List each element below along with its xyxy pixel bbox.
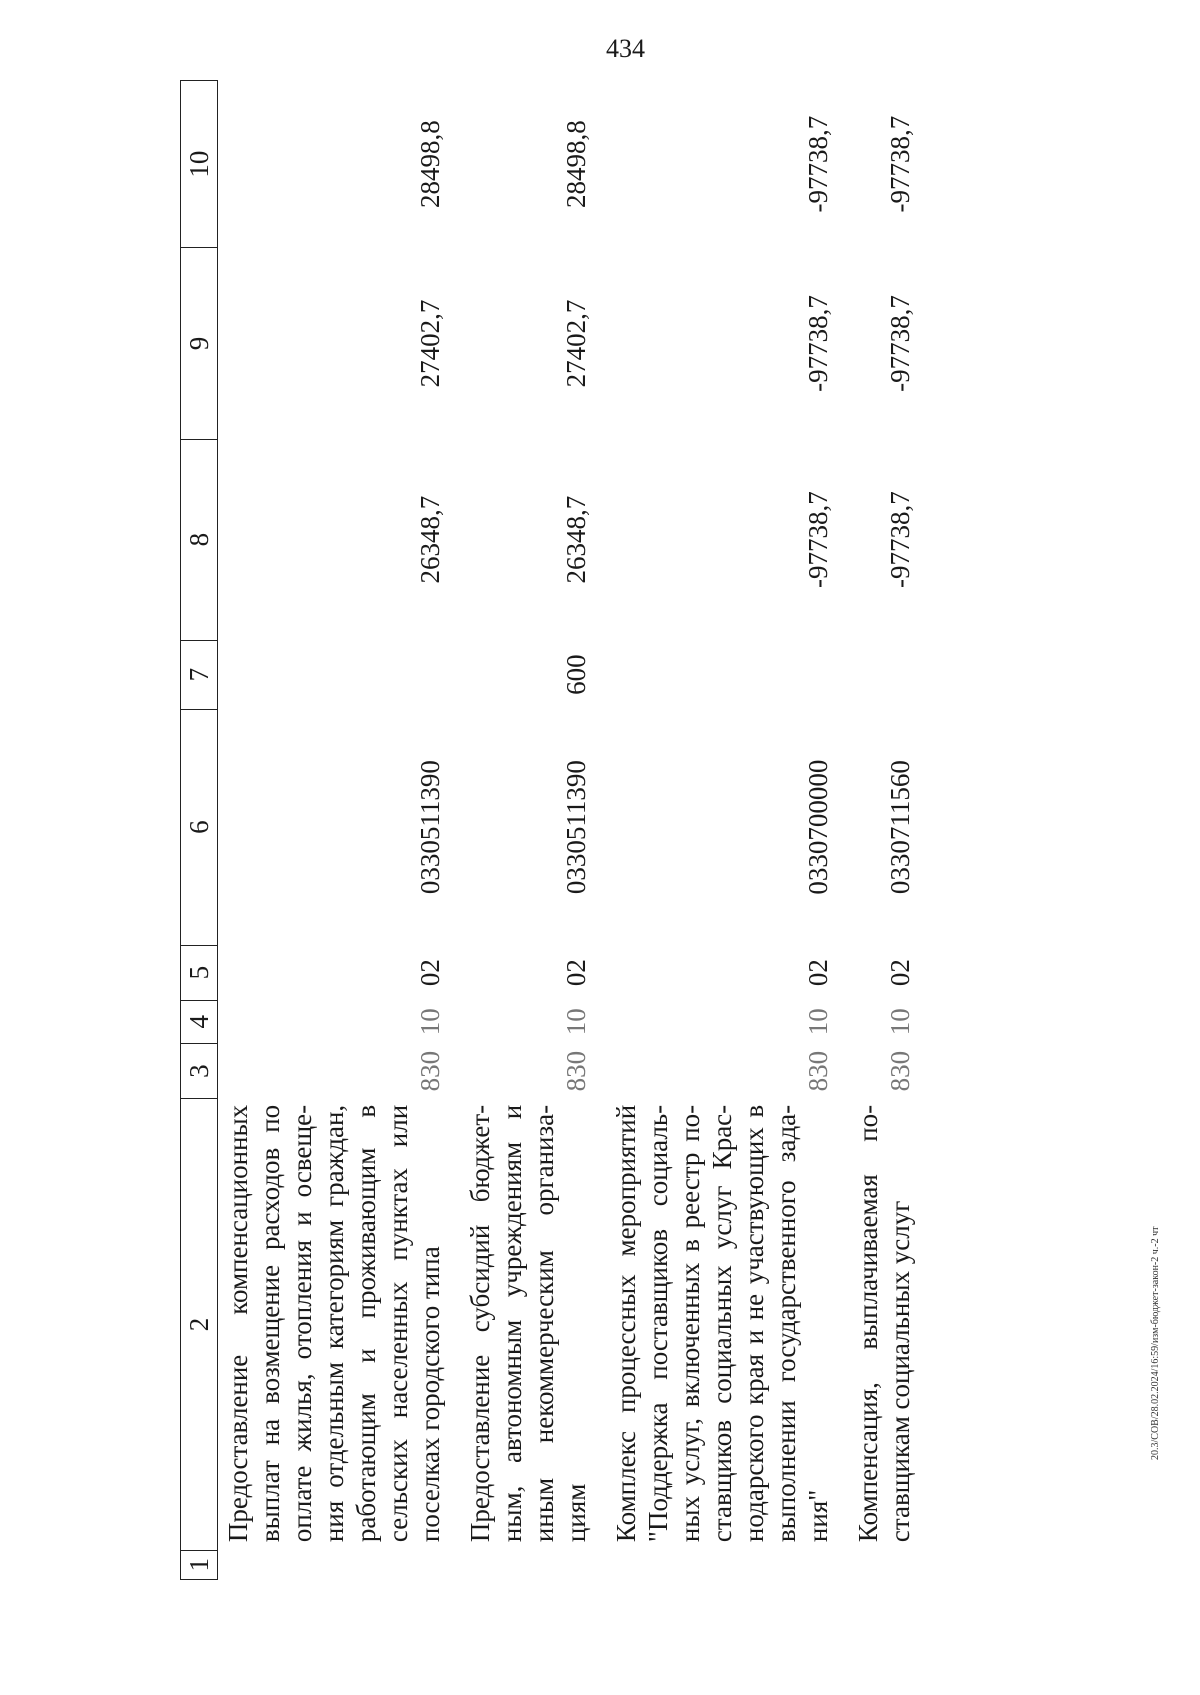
column-header: 1 xyxy=(181,1550,218,1579)
column-header: 7 xyxy=(181,640,218,709)
column-header: 4 xyxy=(181,1000,218,1043)
amount-cell: 27402,7 xyxy=(561,299,591,388)
table-row xyxy=(610,81,852,1580)
target-article-cell: 0330700000 xyxy=(803,759,833,895)
column-header: 10 xyxy=(181,81,218,248)
column-header: 5 xyxy=(181,945,218,1000)
amount-cell: 28498,8 xyxy=(415,120,445,209)
department-code-cell: 830 xyxy=(415,1050,445,1092)
table-row xyxy=(852,81,934,1580)
row-number-cell xyxy=(464,1550,610,1579)
description-cell: Комплекс процессных мероприятий "Поддержка поставщиков социаль-ных услуг, включенных в реестр по-ставщиков социальных услуг Крас-нодарского края и не участвующих в выполнении государственного зада-ния" xyxy=(611,1104,833,1543)
footer-stamp: 20.3/СОВ/28.02.2024/16:59/изм-бюджет-закон-2 ч.-2 чт xyxy=(1150,1226,1161,1460)
department-code-cell: 830 xyxy=(885,1050,915,1092)
amount-cell: -97738,7 xyxy=(885,295,915,392)
column-header: 3 xyxy=(181,1043,218,1098)
column-header: 8 xyxy=(181,439,218,640)
description-cell: Компенсация, выплачиваемая по-ставщикам социальных услуг xyxy=(853,1104,915,1543)
target-article-cell: 0330511390 xyxy=(415,760,445,895)
row-number-cell xyxy=(610,1550,852,1579)
column-header: 9 xyxy=(181,248,218,439)
amount-cell: -97738,7 xyxy=(803,115,833,213)
amount-cell: -97738,7 xyxy=(885,115,915,213)
expense-type-cell xyxy=(610,640,852,709)
table-row xyxy=(464,81,610,1580)
subsection-code-cell: 02 xyxy=(885,959,915,987)
department-code-cell: 830 xyxy=(561,1050,591,1092)
table-row xyxy=(218,81,465,1580)
section-code-cell: 10 xyxy=(415,1008,445,1036)
section-code-cell: 10 xyxy=(803,1008,833,1036)
section-code-cell: 10 xyxy=(885,1008,915,1036)
column-header: 6 xyxy=(181,709,218,945)
expense-type-cell: 600 xyxy=(561,654,591,695)
expense-type-cell xyxy=(218,640,465,709)
subsection-code-cell: 02 xyxy=(803,959,833,987)
subsection-code-cell: 02 xyxy=(415,959,445,987)
amount-cell: -97738,7 xyxy=(885,491,915,589)
amount-cell: 28498,8 xyxy=(561,120,591,209)
amount-cell: 26348,7 xyxy=(561,495,591,584)
target-article-cell: 0330511390 xyxy=(561,760,591,895)
row-number-cell xyxy=(218,1550,465,1579)
section-code-cell: 10 xyxy=(561,1008,591,1036)
table-header-row xyxy=(181,81,218,1580)
amount-cell: 26348,7 xyxy=(415,495,445,584)
subsection-code-cell: 02 xyxy=(561,959,591,987)
expense-type-cell xyxy=(852,640,934,709)
amount-cell: 27402,7 xyxy=(415,299,445,388)
page-number: 434 xyxy=(606,34,645,63)
description-cell: Предоставление компенсационных выплат на возмещение расходов по оплате жилья, отопления и освеще-ния отдельным категориям граждан, работающим и проживающим в сельских населенных пунктах или поселках городского типа xyxy=(223,1104,445,1543)
department-code-cell: 830 xyxy=(803,1050,833,1092)
rotated-table-area xyxy=(180,80,1040,1580)
column-header: 2 xyxy=(181,1099,218,1550)
description-cell: Предоставление субсидий бюджет-ным, автономным учреждениям и иным некоммерческим организа-циям xyxy=(465,1104,591,1543)
budget-table xyxy=(180,80,934,1580)
amount-cell: -97738,7 xyxy=(803,295,833,392)
row-number-cell xyxy=(852,1550,934,1579)
target-article-cell: 0330711560 xyxy=(885,760,915,895)
amount-cell: -97738,7 xyxy=(803,491,833,589)
